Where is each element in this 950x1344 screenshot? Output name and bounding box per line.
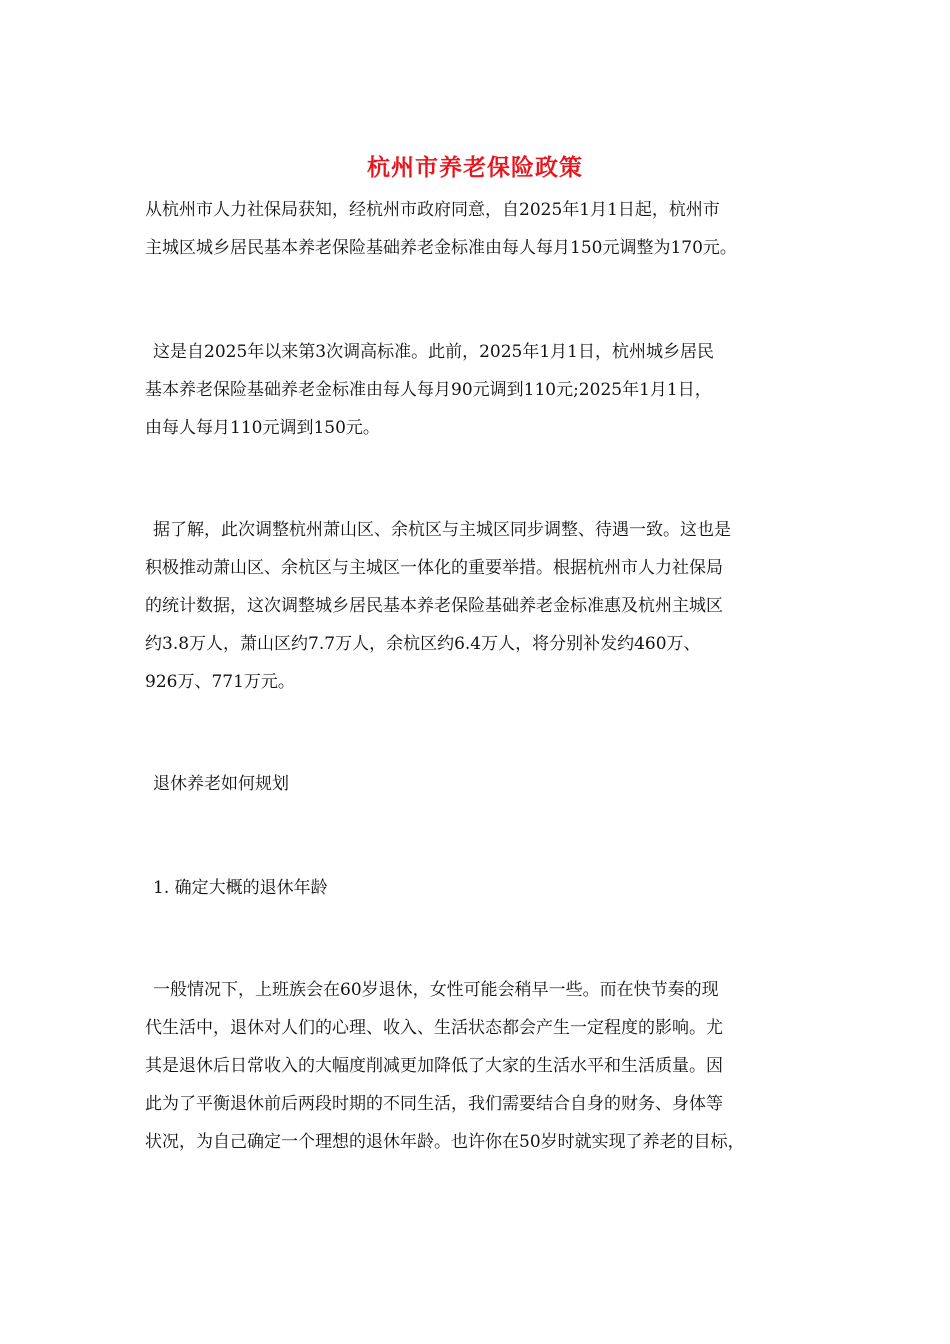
paragraph-4-line-2: 代生活中，退休对人们的心理、收入、生活状态都会产生一定程度的影响。尤 [145,1018,723,1038]
paragraph-1-line-2: 主城区城乡居民基本养老保险基础养老金标准由每人每月150元调整为170元。 [145,238,737,258]
document-title: 杭州市养老保险政策 [367,154,583,181]
paragraph-2-line-1: 这是自2025年以来第3次调高标准。此前，2025年1月1日，杭州城乡居民 [153,342,714,362]
paragraph-3-line-2: 积极推动萧山区、余杭区与主城区一体化的重要举措。根据杭州市人力社保局 [145,558,723,578]
numbered-heading-1: 1. 确定大概的退休年龄 [153,878,328,898]
paragraph-1-line-1: 从杭州市人力社保局获知，经杭州市政府同意，自2025年1月1日起，杭州市 [145,200,720,220]
paragraph-4-line-3: 其是退休后日常收入的大幅度削减更加降低了大家的生活水平和生活质量。因 [145,1056,723,1076]
paragraph-4-line-1: 一般情况下，上班族会在60岁退休，女性可能会稍早一些。而在快节奏的现 [153,980,719,1000]
paragraph-3-line-1: 据了解，此次调整杭州萧山区、余杭区与主城区同步调整、待遇一致。这也是 [153,520,731,540]
paragraph-3-line-5: 926万、771万元。 [145,672,295,692]
paragraph-3-line-4: 约3.8万人，萧山区约7.7万人，余杭区约6.4万人，将分别补发约460万、 [145,634,701,654]
paragraph-2-line-3: 由每人每月110元调到150元。 [145,418,380,438]
paragraph-3-line-3: 的统计数据，这次调整城乡居民基本养老保险基础养老金标准惠及杭州主城区 [145,596,723,616]
paragraph-4-line-4: 此为了平衡退休前后两段时期的不同生活，我们需要结合自身的财务、身体等 [145,1094,723,1114]
paragraph-4-line-5: 状况，为自己确定一个理想的退休年龄。也许你在50岁时就实现了养老的目标， [145,1132,745,1152]
section-heading: 退休养老如何规划 [153,774,289,794]
paragraph-2-line-2: 基本养老保险基础养老金标准由每人每月90元调到110元;2025年1月1日， [145,380,712,400]
